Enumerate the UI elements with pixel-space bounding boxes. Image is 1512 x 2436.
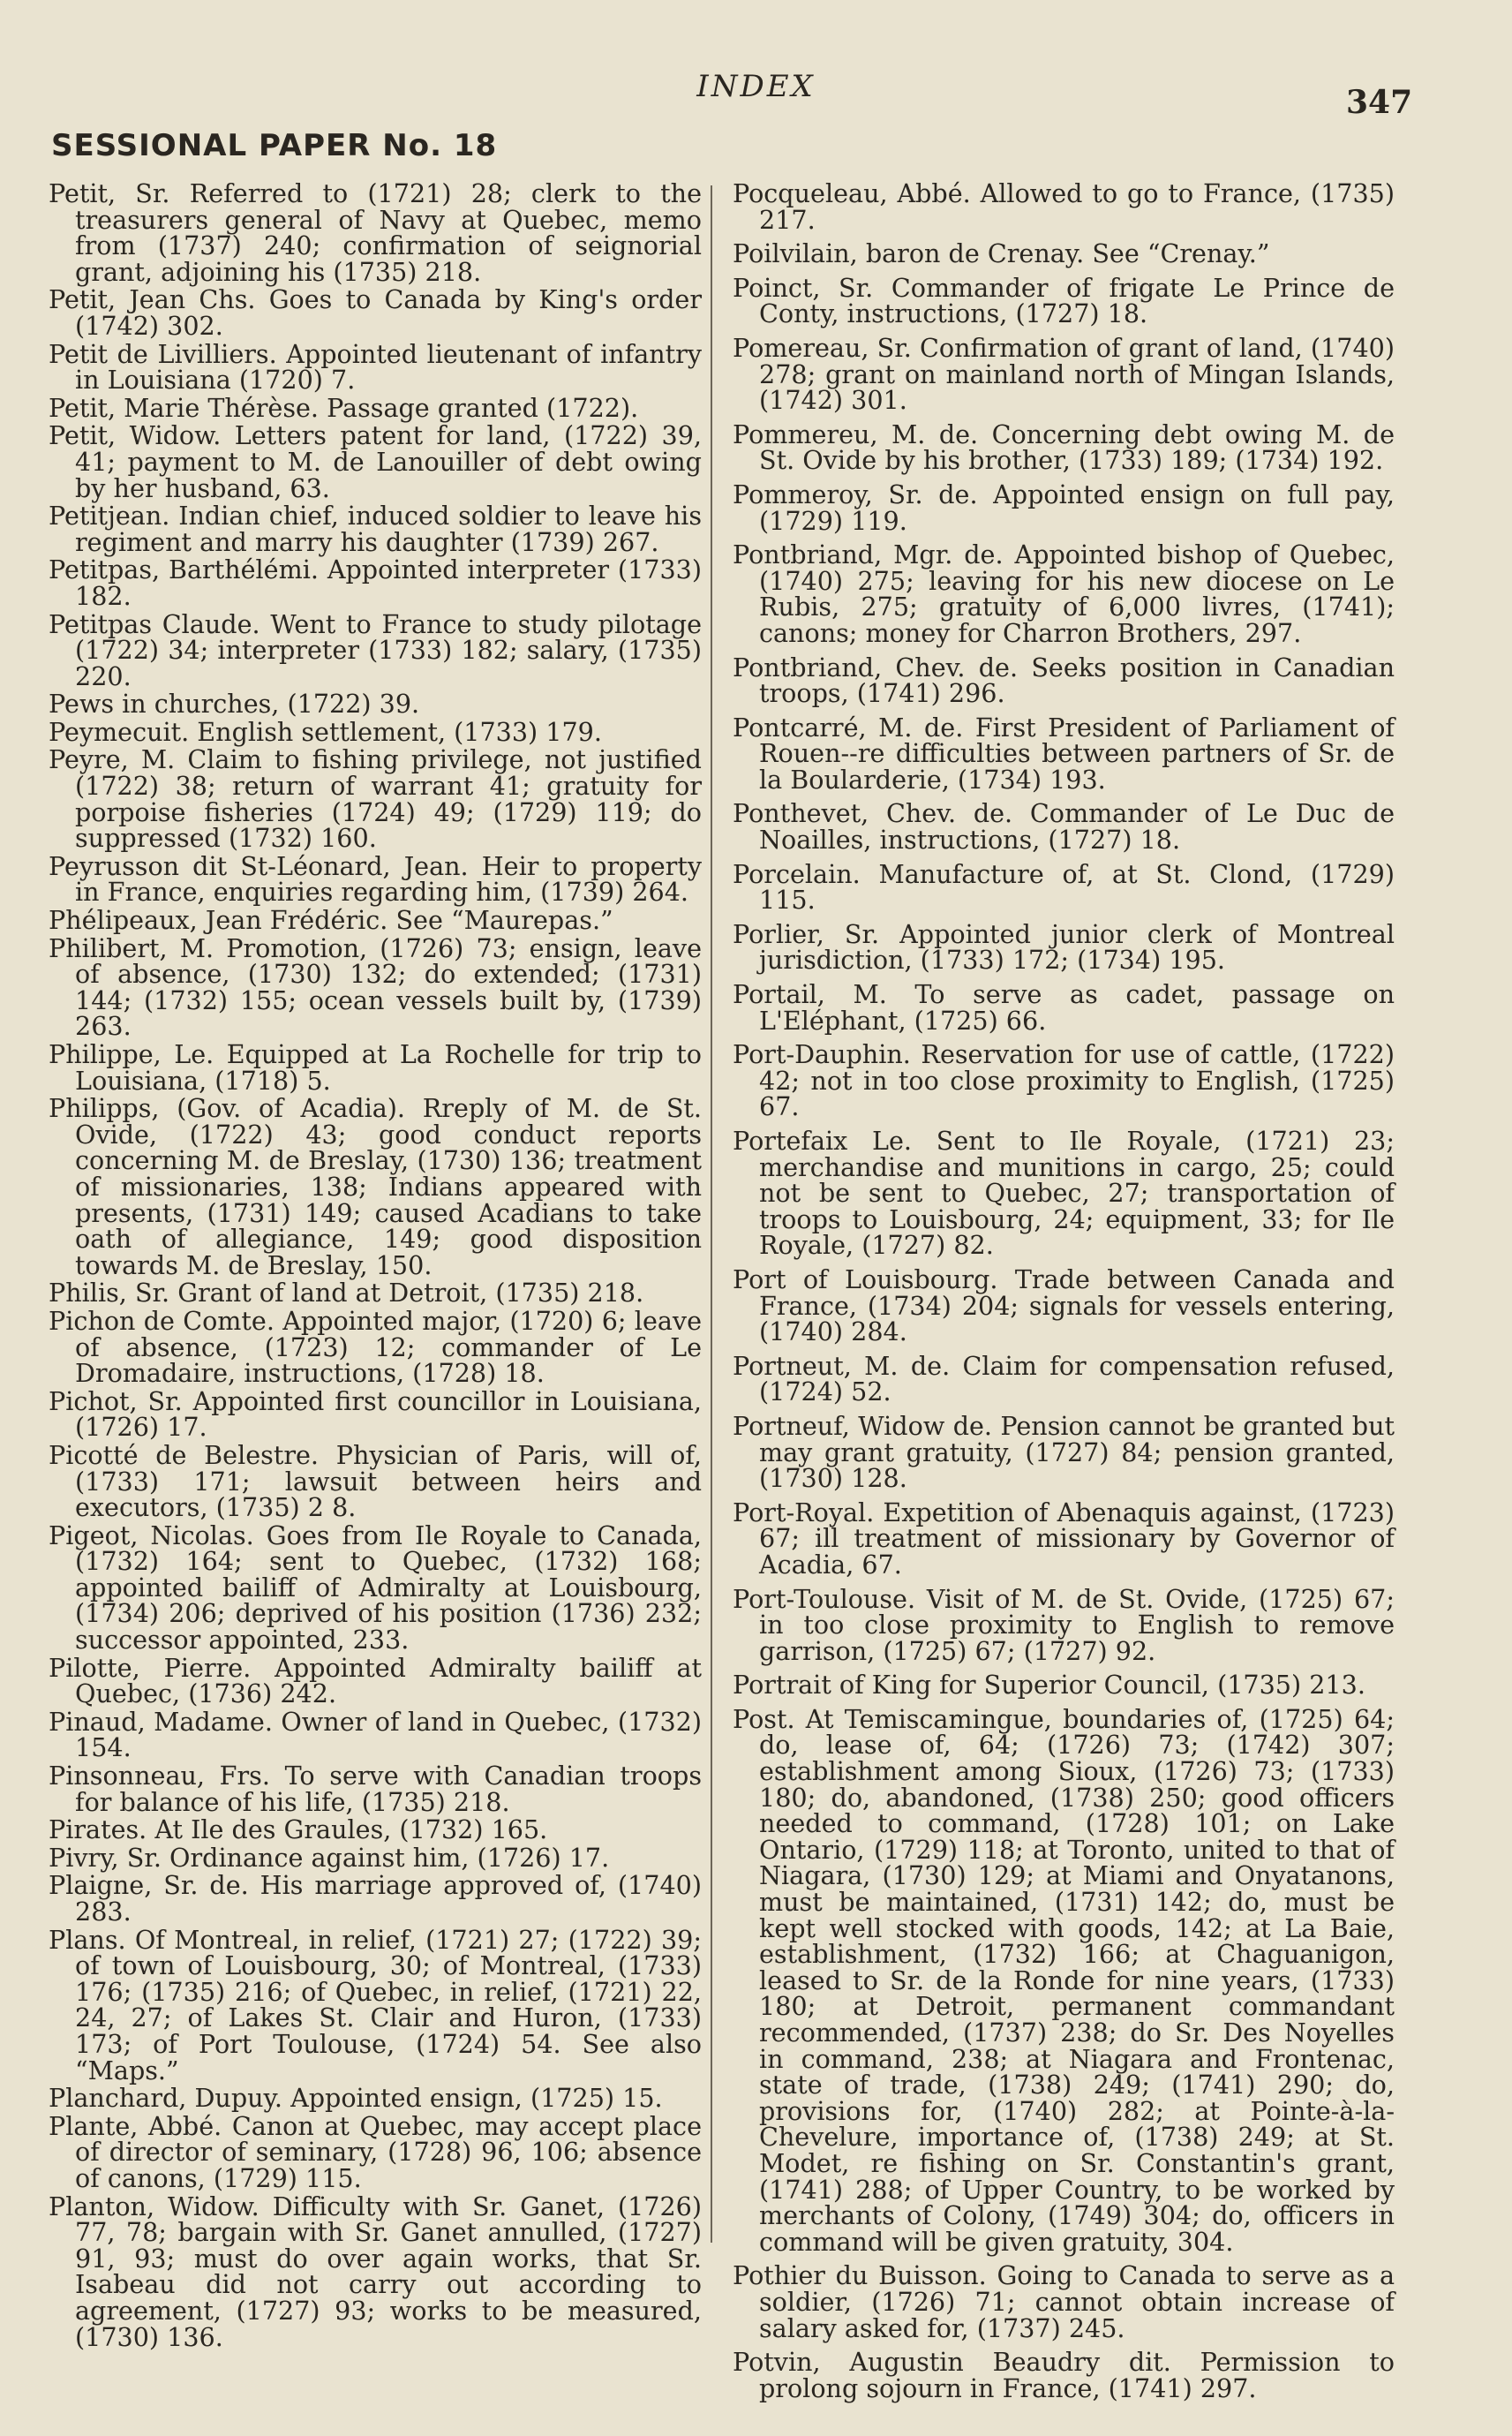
index-entry: Poilvilain, baron de Crenay. See “Crenay.”	[733, 238, 1270, 269]
index-entry: Pomereau, Sr. Confirmation of grant of land, (1740) 278; grant on mainland north of Mingan Islands, (1742) 301.	[733, 332, 1395, 416]
index-entry: Poinct, Sr. Commander of frigate Le Prince de Conty, instructions, (1727) 18.	[733, 272, 1395, 329]
index-entry: Post. At Temiscamingue, boundaries of, (1725) 64; do, lease of, 64; (1726) 73; (1742) 307; establishment among Sioux, (1726) 73; (1733) 180; do, abandoned, (1738) 250; good officers needed to command, (1728) 101; on Lake Ontario, (1729) 118; at Toronto, united to that of Niagara, (1730) 129; at Miami and Onyatanons, must be maintained, (1731) 142; do, must be kept well stocked with goods, 142; at La Baie, establishment, (1732) 166; at Chaguanigon, leased to Sr. de la Ronde for nine years, (1733) 180; at Detroit, permanent commandant recommended, (1737) 238; do Sr. Des Noyelles in command, 238; at Niagara and Frontenac, state of trade, (1738) 249; (1741) 290; do, provisions for, (1740) 282; at Pointe-à-la-Chevelure, importance of, (1738) 249; at St. Modet, re fishing on Sr. Constantin's grant, (1741) 288; of Upper Country, to be worked by merchants of Colony, (1749) 304; do, officers in command will be given gratuity, 304.	[733, 1703, 1395, 2257]
index-entry: Pocqueleau, Abbé. Allowed to go to France, (1735) 217.	[733, 178, 1395, 235]
index-entry: Pilotte, Pierre. Appointed Admiralty bailiff at Quebec, (1736) 242.	[49, 1652, 702, 1709]
index-entry: Pigeot, Nicolas. Goes from Ile Royale to Canada, (1732) 164; sent to Quebec, (1732) 168; appointed bailiff of Admiralty at Louisbourg, (1734) 206; deprived of his position (1736) 232; successor appointed, 233.	[49, 1520, 702, 1655]
index-entry: Portneut, M. de. Claim for compensation refused, (1724) 52.	[733, 1350, 1395, 1407]
index-entry: Peyrusson dit St-Léonard, Jean. Heir to property in France, enquiries regarding him, (1739) 264.	[49, 850, 702, 908]
index-entry: Pichon de Comte. Appointed major, (1720) 6; leave of absence, (1723) 12; commander of Le Dromadaire, instructions, (1728) 18.	[49, 1305, 702, 1389]
index-entry: Planton, Widow. Difficulty with Sr. Ganet, (1726) 77, 78; bargain with Sr. Ganet annulled, (1727) 91, 93; must do over again works, that Sr. Isabeau did not carry out according to agreement, (1727) 93; works to be measured, (1730) 136.	[49, 2191, 702, 2352]
index-entry: Ponthevet, Chev. de. Commander of Le Duc de Noailles, instructions, (1727) 18.	[733, 798, 1395, 856]
index-entry: Port-Royal. Expetition of Abenaquis against, (1723) 67; ill treatment of missionary by Governor of Acadia, 67.	[733, 1497, 1395, 1580]
index-entry: Pothier du Buisson. Going to Canada to serve as a soldier, (1726) 71; cannot obtain increase of salary asked for, (1737) 245.	[733, 2260, 1395, 2343]
index-entry: Pichot, Sr. Appointed first councillor in Louisiana, (1726) 17.	[49, 1385, 702, 1443]
right-column	[733, 178, 1395, 2410]
index-entry: Phélipeaux, Jean Frédéric. See “Maurepas.”	[49, 905, 613, 936]
index-entry: Petit, Marie Thérèse. Passage granted (1722).	[49, 392, 639, 423]
column-divider	[711, 185, 712, 2243]
index-entry: Pontcarré, M. de. First President of Parliament of Rouen--re difficulties between partners of Sr. de la Boularderie, (1734) 193.	[733, 712, 1395, 795]
running-title: INDEX	[696, 69, 816, 104]
index-entry: Philibert, M. Promotion, (1726) 73; ensign, leave of absence, (1730) 132; do extended; (1731) 144; (1732) 155; ocean vessels built by, (1739) 263.	[49, 932, 702, 1042]
index-entry: Plans. Of Montreal, in relief, (1721) 27; (1722) 39; of town of Louisbourg, 30; of Montreal, (1733) 176; (1735) 216; of Quebec, in relief, (1721) 22, 24, 27; of Lakes St. Clair and Huron, (1733) 173; of Port Toulouse, (1724) 54. See also “Maps.”	[49, 1924, 702, 2085]
index-entry: Pommereu, M. de. Concerning debt owing M. de St. Ovide by his brother, (1733) 189; (1734) 192.	[733, 419, 1395, 476]
index-entry: Philis, Sr. Grant of land at Detroit, (1735) 218.	[49, 1278, 644, 1309]
index-entry: Petit, Sr. Referred to (1721) 28; clerk to the treasurers general of Navy at Quebec, memo from (1737) 240; confirmation of seignorial grant, adjoining his (1735) 218.	[49, 178, 702, 287]
index-entry: Porcelain. Manufacture of, at St. Clond, (1729) 115.	[733, 858, 1395, 916]
index-entry: Plaigne, Sr. de. His marriage approved of, (1740) 283.	[49, 1870, 702, 1927]
index-entry: Pinsonneau, Frs. To serve with Canadian troops for balance of his life, (1735) 218.	[49, 1761, 702, 1817]
index-entry: Petitpas, Barthélémi. Appointed interpreter (1733) 182.	[49, 554, 702, 611]
index-entry: Pirates. At Ile des Graules, (1732) 165.	[49, 1814, 548, 1845]
index-entry: Pontbriand, Mgr. de. Appointed bishop of Quebec, (1740) 275; leaving for his new diocese on Le Rubis, 275; gratuity of 6,000 livres, (1741); canons; money for Charron Brothers, 297.	[733, 539, 1395, 648]
index-entry: Plante, Abbé. Canon at Quebec, may accept place of director of seminary, (1728) 96, 106; absence of canons, (1729) 115.	[49, 2110, 702, 2193]
index-entry: Peymecuit. English settlement, (1733) 179.	[49, 716, 602, 747]
index-entry: Philippe, Le. Equipped at La Rochelle for trip to Louisiana, (1718) 5.	[49, 1039, 702, 1096]
index-entry: Portail, M. To serve as cadet, passage on L'Eléphant, (1725) 66.	[733, 979, 1395, 1036]
index-entry: Porlier, Sr. Appointed junior clerk of Montreal jurisdiction, (1733) 172; (1734) 195.	[733, 918, 1395, 976]
index-entry: Portrait of King for Superior Council, (1735) 213.	[733, 1670, 1365, 1701]
index-entry: Peyre, M. Claim to fishing privilege, not justified (1722) 38; return of warrant 41; gratuity for porpoise fisheries (1724) 49; (1729) 119; do suppressed (1732) 160.	[49, 744, 702, 854]
index-entry: Portneuf, Widow de. Pension cannot be granted but may grant gratuity, (1727) 84; pension granted, (1730) 128.	[733, 1410, 1395, 1494]
page-number: 347	[1346, 84, 1413, 121]
index-entry: Port of Louisbourg. Trade between Canada and France, (1734) 204; signals for vessels entering, (1740) 284.	[733, 1263, 1395, 1347]
index-entry: Potvin, Augustin Beaudry dit. Permission to prolong sojourn in France, (1741) 297.	[733, 2347, 1395, 2403]
index-entry: Pinaud, Madame. Owner of land in Quebec, (1732) 154.	[49, 1706, 702, 1763]
left-column	[49, 178, 702, 2352]
index-entry: Petit, Jean Chs. Goes to Canada by King's order (1742) 302.	[49, 284, 702, 341]
index-entry: Pontbriand, Chev. de. Seeks position in Canadian troops, (1741) 296.	[733, 652, 1395, 709]
index-entry: Petitpas Claude. Went to France to study pilotage (1722) 34; interpreter (1733) 182; salary, (1735) 220.	[49, 608, 702, 691]
index-entry: Picotté de Belestre. Physician of Paris, will of, (1733) 171; lawsuit between heirs and executors, (1735) 2 8.	[49, 1439, 702, 1523]
index-entry: Portefaix Le. Sent to Ile Royale, (1721) 23; merchandise and munitions in cargo, 25; could not be sent to Quebec, 27; transportation of troops to Louisbourg, 24; equipment, 33; for Ile Royale, (1727) 82.	[733, 1126, 1395, 1261]
index-entry: Petit de Livilliers. Appointed lieutenant of infantry in Louisiana (1720) 7.	[49, 338, 702, 396]
index-entry: Pivry, Sr. Ordinance against him, (1726) 17.	[49, 1842, 610, 1873]
index-entry: Philipps, (Gov. of Acadia). Rreply of M. de St. Ovide, (1722) 43; good conduct reports concerning M. de Breslay, (1730) 136; treatment of missionaries, 138; Indians appeared with presents, (1731) 149; caused Acadians to take oath of allegiance, 149; good disposition towards M. de Breslay, 150.	[49, 1093, 702, 1280]
index-entry: Petitjean. Indian chief, induced soldier to leave his regiment and marry his daughter (1739) 267.	[49, 501, 702, 557]
index-entry: Planchard, Dupuy. Appointed ensign, (1725) 15.	[49, 2083, 663, 2114]
session-title: SESSIONAL PAPER No. 18	[51, 128, 498, 163]
index-entry: Petit, Widow. Letters patent for land, (1722) 39, 41; payment to M. de Lanouiller of debt owing by her husband, 63.	[49, 420, 702, 503]
index-entry: Port-Toulouse. Visit of M. de St. Ovide, (1725) 67; in too close proximity to English to remove garrison, (1725) 67; (1727) 92.	[733, 1583, 1395, 1666]
index-entry: Port-Dauphin. Reservation for use of cattle, (1722) 42; not in too close proximity to English, (1725) 67.	[733, 1039, 1395, 1122]
index-entry: Pews in churches, (1722) 39.	[49, 689, 420, 720]
index-entry: Pommeroy, Sr. de. Appointed ensign on full pay, (1729) 119.	[733, 479, 1395, 536]
